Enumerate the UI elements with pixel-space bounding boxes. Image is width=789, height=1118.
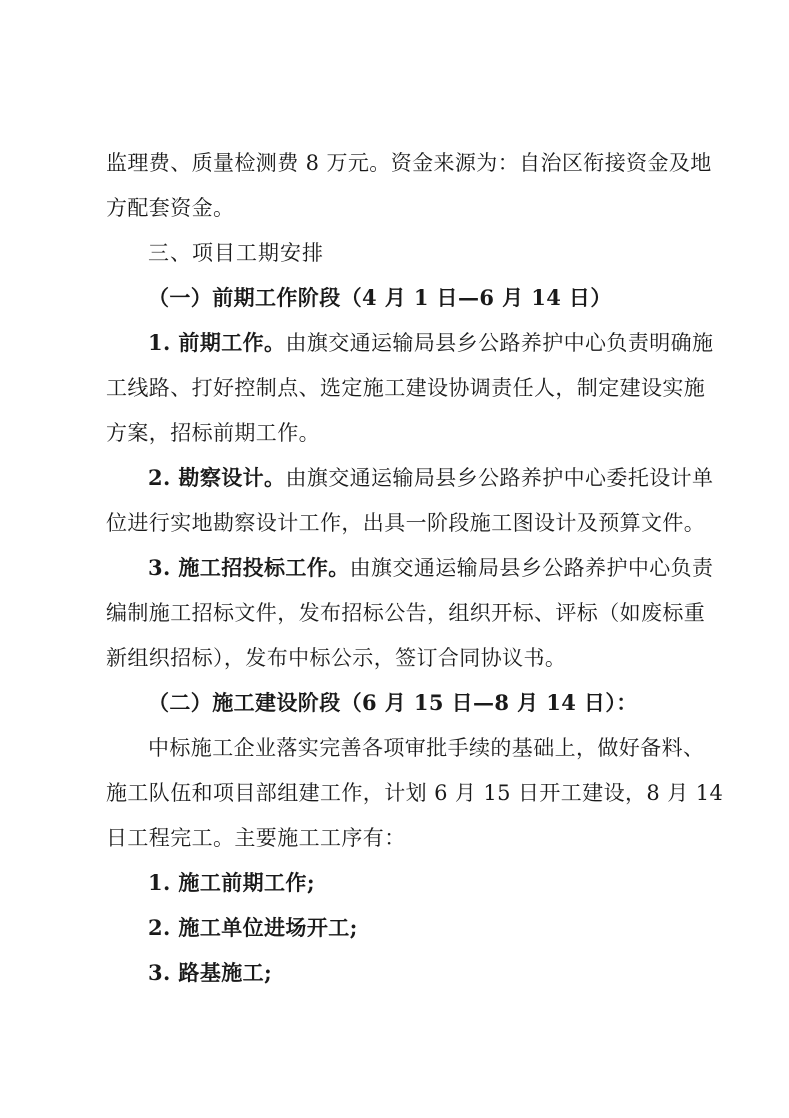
item-text: 由旗交通运输局县乡公路养护中心负责明确施 bbox=[285, 331, 714, 355]
item-line bbox=[148, 463, 713, 493]
paragraph-line: 日工程完工。主要施工工序有： bbox=[106, 826, 406, 850]
paragraph-line: 位进行实地勘察设计工作，出具一阶段施工图设计及预算文件。 bbox=[106, 511, 706, 535]
paragraph-line: 监理费、质量检测费 8 万元。资金来源为：自治区衔接资金及地 bbox=[106, 151, 712, 175]
paragraph-line: 施工队伍和项目部组建工作，计划 6 月 15 日开工建设，8 月 14 bbox=[106, 781, 724, 805]
item-label: 2. 勘察设计。 bbox=[148, 465, 286, 490]
item-text: 由旗交通运输局县乡公路养护中心负责 bbox=[349, 556, 714, 580]
paragraph-line: 中标施工企业落实完善各项审批手续的基础上，做好备料、 bbox=[148, 736, 705, 760]
paragraph-line: 编制施工招标文件，发布招标公告，组织开标、评标（如废标重 bbox=[106, 601, 706, 625]
paragraph-line: 方配套资金。 bbox=[106, 196, 235, 220]
subsection-heading: （一）前期工作阶段（4 月 1 日—6 月 14 日） bbox=[148, 285, 612, 310]
subsection-heading: （二）施工建设阶段（6 月 15 日—8 月 14 日）： bbox=[148, 690, 638, 715]
paragraph-line: 方案，招标前期工作。 bbox=[106, 421, 320, 445]
paragraph-line: 新组织招标），发布中标公示，签订合同协议书。 bbox=[106, 646, 567, 670]
section-heading: 三、项目工期安排 bbox=[148, 241, 324, 265]
list-item: 3. 路基施工; bbox=[148, 960, 273, 985]
item-text: 由旗交通运输局县乡公路养护中心委托设计单 bbox=[285, 466, 714, 490]
item-label: 3. 施工招投标工作。 bbox=[148, 555, 350, 580]
item-label: 1. 前期工作。 bbox=[148, 330, 286, 355]
item-line bbox=[148, 553, 713, 583]
paragraph-line: 工线路、打好控制点、选定施工建设协调责任人，制定建设实施 bbox=[106, 376, 706, 400]
list-item: 2. 施工单位进场开工; bbox=[148, 915, 358, 940]
list-item: 1. 施工前期工作; bbox=[148, 870, 315, 895]
item-line bbox=[148, 328, 713, 358]
